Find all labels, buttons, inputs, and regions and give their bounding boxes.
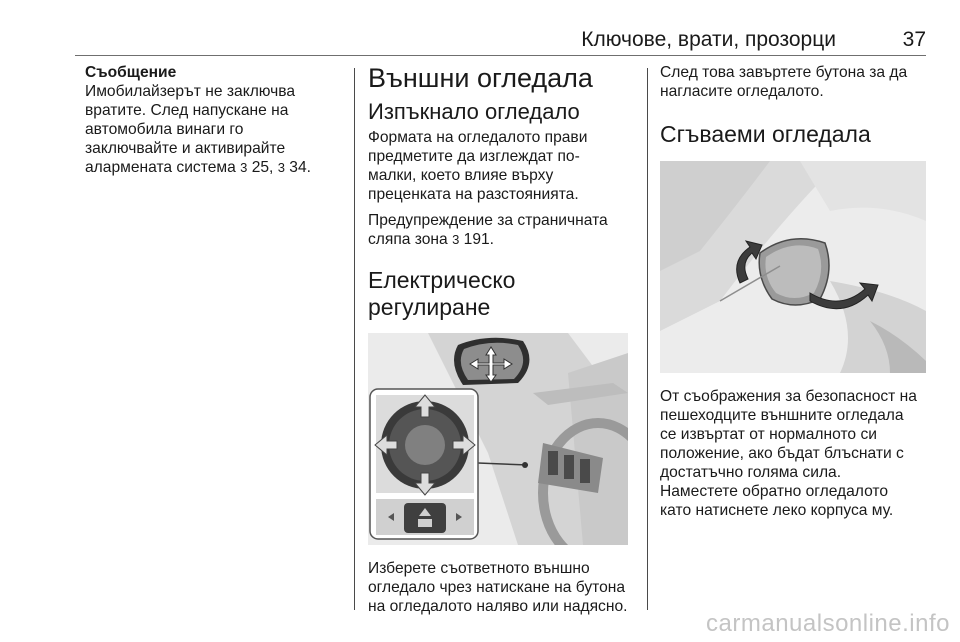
- blind-spot-text: Предупреждение за страничната сляпа зона 3 191.: [368, 212, 608, 248]
- convex-mirror-heading: Изпъкнало огледало: [368, 99, 580, 124]
- section-title: Външни огледала: [368, 63, 593, 93]
- page-reference-icon: 3: [240, 160, 248, 175]
- column-divider-1: [354, 68, 355, 610]
- notice-title: Съобщение: [85, 64, 177, 81]
- folding-mirror-illustration: [660, 161, 926, 373]
- header-rule: [75, 55, 926, 56]
- notice-line-with-refs: алармената система 3 25, 3 34.: [85, 159, 311, 176]
- intro-text: След това завъртете бутона за да нагласите огледалото.: [660, 64, 908, 100]
- mirrors-column: [368, 63, 634, 616]
- page-header: [75, 24, 926, 54]
- electric-adjustment-heading: Електрическо регулиране: [368, 267, 516, 320]
- notice-line: Имобилайзерът не заключва: [85, 83, 296, 100]
- page-number: 37: [902, 28, 926, 51]
- convex-mirror-text: Формата на огледалото прави предметите да изглеждат по- малки, което влияе върху преценката на разстоянията.: [368, 129, 588, 203]
- page-reference-icon: 3: [452, 232, 460, 247]
- folding-mirrors-column: [660, 63, 930, 520]
- notice-column: [85, 63, 343, 177]
- page-reference-icon: 3: [277, 160, 285, 175]
- folding-mirrors-heading: Сгъваеми огледала: [660, 121, 871, 147]
- notice-line: вратите. След напускане на: [85, 102, 289, 119]
- page-reference[interactable]: 25,: [251, 159, 274, 176]
- watermark: carmanualsonline.info: [706, 610, 950, 637]
- electric-adjustment-caption: Изберете съответното външно огледало чрез натискане на бутона на огледалото наляво или надясно.: [368, 560, 628, 615]
- page-reference[interactable]: 34.: [289, 159, 311, 176]
- running-title: Ключове, врати, прозорци: [581, 28, 836, 51]
- notice-line: заключвайте и активирайте: [85, 140, 286, 157]
- notice-line: автомобила винаги го: [85, 121, 244, 138]
- page-reference[interactable]: 191.: [463, 231, 495, 248]
- column-divider-2: [647, 68, 648, 610]
- electric-mirror-control-illustration: [368, 333, 628, 545]
- folding-safety-text: От съображения за безопасност на пешеходците външните огледала се извъртат от нормалното си положение, ако бъдат блъснати с достатъчно голяма сила. Наместете обратно огледалото като натиснете леко корпуса му.: [660, 388, 917, 519]
